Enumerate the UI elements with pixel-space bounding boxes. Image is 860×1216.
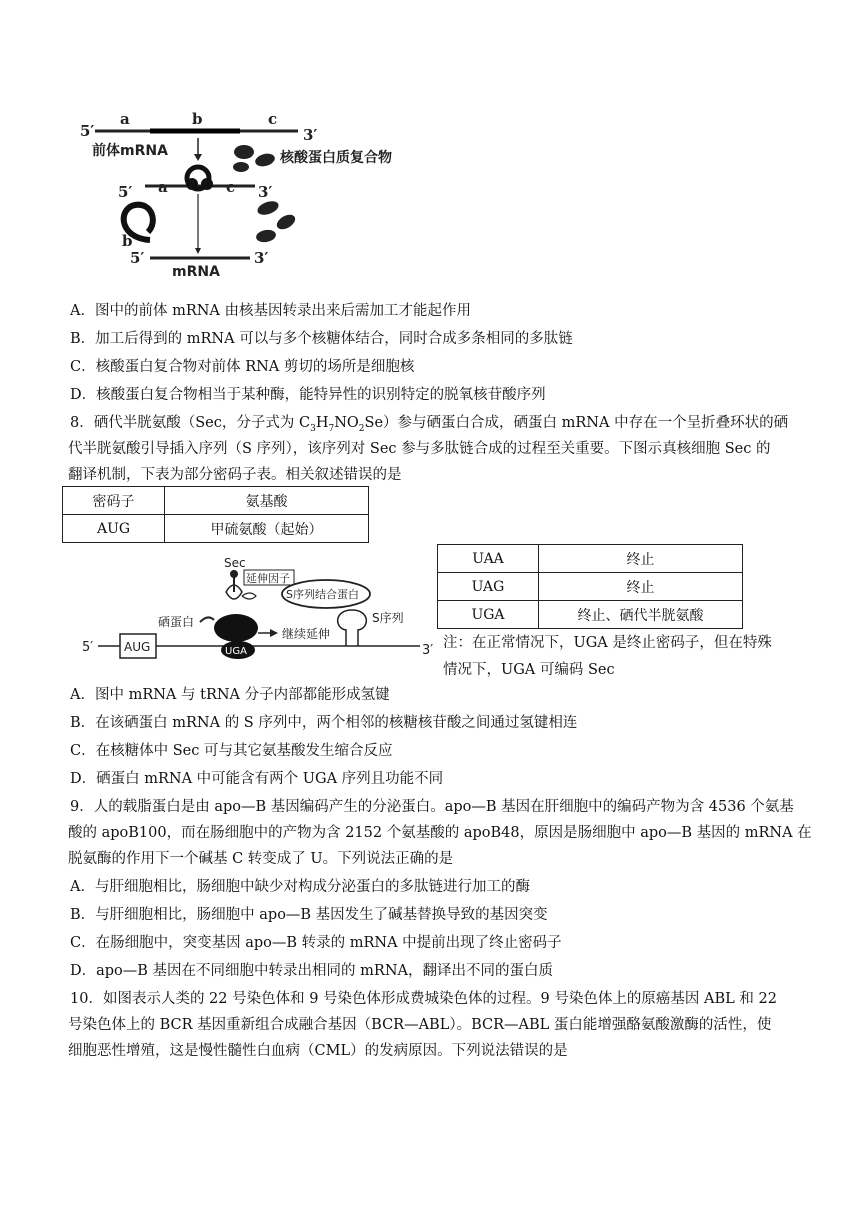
- amino-acid-cell: 终止、硒代半胱氨酸: [539, 601, 743, 629]
- complex-blob: [233, 162, 249, 172]
- q7-option-c: C．核酸蛋白复合物对前体 RNA 剪切的场所是细胞核: [70, 359, 415, 375]
- q8-option-c: C．在核糖体中 Sec 可与其它氨基酸发生缩合反应: [70, 743, 393, 759]
- q9-stem-line2: 酸的 apoB100，而在肠细胞中的产物为含 2152 个氨基酸的 apoB48，原因是肠细胞中 apo—B 基因的 mRNA 在: [68, 825, 812, 841]
- q10-stem-line1: 10．如图表示人类的 22 号染色体和 9 号染色体形成费城染色体的过程。9 号染色体上的原癌基因 ABL 和 22: [70, 991, 777, 1007]
- codon-cell: UAA: [438, 545, 539, 573]
- complex-blob: [255, 228, 277, 243]
- continue-arrow-head: [270, 629, 278, 637]
- codon-table-2: [437, 544, 743, 629]
- five-prime-bot: 5′: [130, 249, 145, 267]
- five-prime-mid: 5′: [118, 183, 133, 201]
- trna-arm: [242, 593, 256, 599]
- note-line1: 注：在正常情况下，UGA 是终止密码子，但在特殊: [443, 635, 772, 651]
- sec-label: Sec: [224, 556, 246, 570]
- q8-option-d: D．硒蛋白 mRNA 中可能含有两个 UGA 序列且功能不同: [70, 771, 444, 787]
- aug-label: AUG: [124, 640, 151, 654]
- header-codon: 密码子: [63, 487, 165, 515]
- codon-cell: UAG: [438, 573, 539, 601]
- q8-option-a: A．图中 mRNA 与 tRNA 分子内部都能形成氢键: [70, 687, 390, 703]
- three-prime: 3′: [422, 643, 434, 658]
- complex-blob: [256, 199, 281, 218]
- five-prime-top: 5′: [80, 122, 95, 140]
- elongation-factor-label: 延伸因子: [246, 572, 290, 585]
- arrow-2-head: [195, 248, 201, 254]
- amino-acid-cell: 终止: [539, 545, 743, 573]
- complex-blob: [254, 152, 276, 169]
- three-prime-top: 3′: [303, 126, 318, 144]
- label-b-top: b: [192, 110, 203, 128]
- uga-label: UGA: [225, 646, 247, 657]
- mrna-label: mRNA: [172, 264, 220, 280]
- codon-table-1: [62, 486, 369, 543]
- selenoprotein-label: 硒蛋白: [158, 615, 195, 629]
- note-line2: 情况下，UGA 可编码 Sec: [443, 662, 615, 678]
- arrow-1-head: [194, 154, 202, 161]
- complex-blob: [201, 178, 213, 190]
- header-amino-acid: 氨基酸: [165, 487, 369, 515]
- codon-cell: AUG: [63, 515, 165, 543]
- sec-translation-diagram: [0, 548, 440, 673]
- pre-mrna-label: 前体mRNA: [92, 143, 168, 159]
- q7-option-b: B．加工后得到的 mRNA 可以与多个核糖体结合，同时合成多条相同的多肽链: [70, 331, 573, 347]
- q8-option-b: B．在该硒蛋白 mRNA 的 S 序列中，两个相邻的核糖核苷酸之间通过氢键相连: [70, 715, 578, 731]
- amino-acid-cell: 终止: [539, 573, 743, 601]
- s-sequence-loop: [338, 610, 367, 646]
- label-a-mid: a: [158, 178, 168, 196]
- five-prime: 5′: [82, 640, 94, 655]
- q8-stem-line1: 8．硒代半胱氨酸（Sec，分子式为 $C_3H_7NO_2Se$）参与硒蛋白合成，硒蛋白 mRNA 中存在一个呈折叠环状的硒: [70, 415, 789, 434]
- q7-option-d: D．核酸蛋白复合物相当于某种酶，能特异性的识别特定的脱氧核苷酸序列: [70, 387, 546, 403]
- complex-label: 核酸蛋白质复合物: [280, 150, 392, 166]
- splicing-diagram: [0, 0, 860, 290]
- q7-option-a: A．图中的前体 mRNA 由核基因转录出来后需加工才能起作用: [70, 303, 472, 319]
- continue-label: 继续延伸: [282, 627, 331, 641]
- q9-option-c: C．在肠细胞中，突变基因 apo—B 转录的 mRNA 中提前出现了终止密码子: [70, 935, 562, 951]
- q10-stem-line2: 号染色体上的 BCR 基因重新组合成融合基因（BCR—ABL）。BCR—ABL 蛋白能增强酪氨酸激酶的活性，使: [68, 1017, 772, 1033]
- q9-option-a: A．与肝细胞相比，肠细胞中缺少对构成分泌蛋白的多肽链进行加工的酶: [70, 879, 530, 895]
- sec-dot: [230, 570, 238, 578]
- complex-blob: [234, 145, 254, 159]
- q9-option-b: B．与肝细胞相比，肠细胞中 apo—B 基因发生了碱基替换导致的基因突变: [70, 907, 548, 923]
- label-a-top: a: [120, 110, 130, 128]
- peptide-chain: [200, 617, 214, 622]
- codon-cell: UGA: [438, 601, 539, 629]
- amino-acid-cell: 甲硫氨酸（起始）: [165, 515, 369, 543]
- complex-blob: [186, 178, 198, 190]
- q8-stem-line3: 翻译机制，下表为部分密码子表。相关叙述错误的是: [68, 467, 402, 483]
- three-prime-bot: 3′: [254, 249, 269, 267]
- q9-option-d: D．apo—B 基因在不同细胞中转录出相同的 mRNA，翻译出不同的蛋白质: [70, 963, 553, 979]
- q10-stem-line3: 细胞恶性增殖，这是慢性髓性白血病（CML）的发病原因。下列说法错误的是: [68, 1043, 568, 1059]
- label-c-top: c: [268, 110, 278, 128]
- three-prime-mid: 3′: [258, 183, 273, 201]
- q9-stem-line3: 脱氨酶的作用下一个碱基 C 转变成了 U。下列说法正确的是: [68, 851, 454, 867]
- q9-stem-line1: 9．人的载脂蛋白是由 apo—B 基因编码产生的分泌蛋白。apo—B 基因在肝细胞中的编码产物为含 4536 个氨基: [70, 799, 794, 815]
- s-binding-protein-label: S序列结合蛋白: [286, 588, 359, 601]
- ribosome-large-subunit: [214, 614, 258, 642]
- label-c-mid: c: [226, 178, 236, 196]
- q8-stem-line2: 代半胱氨酸引导插入序列（S 序列），该序列对 Sec 参与多肽链合成的过程至关重要。下图示真核细胞 Sec 的: [68, 441, 771, 457]
- complex-blob: [274, 212, 297, 232]
- s-sequence-label: S序列: [372, 611, 404, 625]
- label-b-loop: b: [122, 232, 133, 250]
